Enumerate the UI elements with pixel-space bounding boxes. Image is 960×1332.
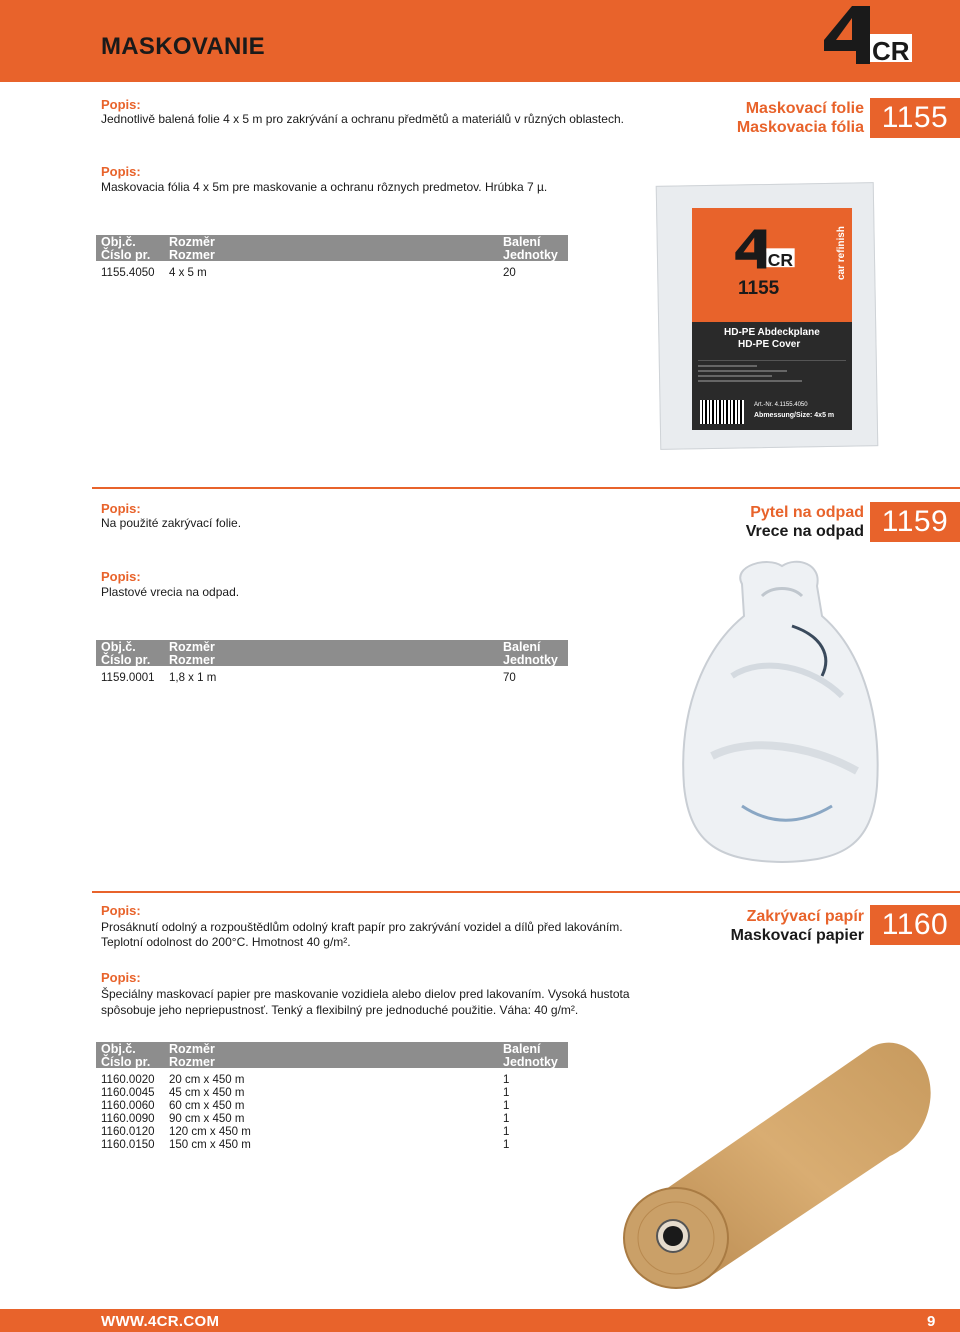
th-size-sk: Rozmer [169, 1055, 215, 1069]
cell-code: 1160.0060 [101, 1100, 155, 1112]
th-size-cz: Rozměr [169, 235, 215, 249]
cell-pack: 1 [503, 1074, 510, 1086]
section-title [660, 99, 864, 137]
desc-sk: Plastové vrecia na odpad. [101, 585, 240, 599]
package-number: 1155 [738, 278, 780, 299]
product-image-paper-roll [618, 1030, 938, 1292]
table-row [101, 1113, 571, 1126]
desc-label-cz: Popis: [101, 97, 141, 112]
th-size-sk: Rozmer [169, 248, 215, 262]
th-code-cz: Obj.č. [101, 1042, 136, 1056]
th-pack-sk: Jednotky [503, 1055, 558, 1069]
cell-code: 1160.0045 [101, 1087, 155, 1099]
package-fine-print [698, 360, 846, 397]
table-row [101, 1126, 571, 1139]
cell-code: 1155.4050 [101, 267, 155, 279]
title-cz: Maskovací folie [745, 100, 864, 117]
title-cz: Zakrývací papír [746, 908, 864, 925]
package-logo [734, 228, 796, 270]
product-image-cover [656, 178, 874, 448]
cell-size: 60 cm x 450 m [169, 1100, 245, 1112]
th-pack-sk: Jednotky [503, 653, 558, 667]
package-art: Art.-Nr. 4.1155.4050 [754, 402, 808, 408]
th-pack-cz: Balení [503, 640, 541, 654]
th-size-cz: Rozměr [169, 1042, 215, 1056]
desc-label-sk: Popis: [101, 970, 141, 985]
cell-code: 1159.0001 [101, 672, 155, 684]
product-code-badge: 1159 [870, 502, 960, 542]
svg-text:CR: CR [767, 249, 794, 270]
cell-pack: 1 [503, 1100, 510, 1112]
desc-sk: Maskovacia fólia 4 x 5m pre maskovanie a ochranu rôznych predmetov. Hrúbka 7 µ. [101, 180, 548, 194]
package-line1: HD-PE Abdeckplane [724, 327, 820, 338]
section-divider [92, 891, 960, 893]
cell-size: 120 cm x 450 m [169, 1126, 251, 1138]
footer-url[interactable]: WWW.4CR.COM [101, 1313, 220, 1330]
cell-pack: 1 [503, 1139, 510, 1151]
cell-pack: 1 [503, 1113, 510, 1125]
package-side-text: car refinish [836, 226, 847, 280]
table-row [101, 1139, 571, 1152]
table-row [101, 1087, 571, 1100]
table-row [101, 1074, 571, 1087]
cell-pack: 20 [503, 267, 516, 279]
section-divider [92, 487, 960, 489]
package-line2: HD-PE Cover [738, 339, 801, 350]
cell-code: 1160.0120 [101, 1126, 155, 1138]
th-size-sk: Rozmer [169, 653, 215, 667]
table-body [101, 1074, 571, 1152]
page-number: 9 [927, 1313, 936, 1330]
table-header [96, 235, 568, 261]
th-pack-sk: Jednotky [503, 248, 558, 262]
table-row [101, 1100, 571, 1113]
product-image-waste-bag [672, 556, 894, 868]
table-header [96, 640, 568, 666]
section-title [660, 503, 864, 541]
cell-size: 90 cm x 450 m [169, 1113, 245, 1125]
cell-code: 1160.0150 [101, 1139, 155, 1151]
th-code-cz: Obj.č. [101, 235, 136, 249]
section-title [660, 907, 864, 945]
cell-size: 45 cm x 450 m [169, 1087, 245, 1099]
title-cz: Pytel na odpad [750, 504, 864, 521]
th-size-cz: Rozměr [169, 640, 215, 654]
table-row [101, 267, 571, 280]
cell-pack: 1 [503, 1087, 510, 1099]
th-code-sk: Číslo pr. [101, 248, 151, 262]
cell-size: 150 cm x 450 m [169, 1139, 251, 1151]
table-row [101, 672, 571, 685]
package-size: Abmessung/Size: 4x5 m [754, 412, 835, 419]
barcode [700, 400, 744, 424]
desc-cz-2: Teplotní odolnost do 200°C. Hmotnost 40 g/m². [101, 935, 351, 949]
cell-size: 1,8 x 1 m [169, 672, 217, 684]
cell-pack: 70 [503, 672, 516, 684]
title-sk: Vrece na odpad [745, 523, 864, 540]
th-code-sk: Číslo pr. [101, 1055, 151, 1069]
th-code-sk: Číslo pr. [101, 653, 151, 667]
desc-sk-2: spôsobuje jeho nepriepustnosť. Tenký a flexibilný pre jednoduché použitie. Váha: 40 g/m². [101, 1003, 579, 1017]
cell-code: 1160.0090 [101, 1113, 155, 1125]
package-dark-panel [692, 322, 852, 430]
desc-label-cz: Popis: [101, 501, 141, 516]
svg-text:CR: CR [872, 36, 910, 66]
desc-cz: Na použité zakrývací folie. [101, 516, 242, 530]
cell-pack: 1 [503, 1126, 510, 1138]
page-title: MASKOVANIE [101, 33, 265, 60]
product-code-badge: 1155 [870, 98, 960, 138]
desc-cz: Jednotlivě balená folie 4 x 5 m pro zakrývání a ochranu předmětů a materiálů v různých oblastech. [101, 112, 624, 126]
desc-label-sk: Popis: [101, 164, 141, 179]
cell-code: 1160.0020 [101, 1074, 155, 1086]
table-header [96, 1042, 568, 1068]
cell-size: 4 x 5 m [169, 267, 207, 279]
title-sk: Maskovací papier [730, 927, 864, 944]
desc-sk-1: Špeciálny maskovací papier pre maskovanie vozidiela alebo dielov pred lakovaním. Vysoká hustota [101, 987, 630, 1001]
th-pack-cz: Balení [503, 235, 541, 249]
desc-label-cz: Popis: [101, 903, 141, 918]
th-code-cz: Obj.č. [101, 640, 136, 654]
product-code-badge: 1160 [870, 905, 960, 945]
title-sk: Maskovacia fólia [736, 119, 864, 136]
th-pack-cz: Balení [503, 1042, 541, 1056]
brand-logo [822, 4, 914, 66]
desc-label-sk: Popis: [101, 569, 141, 584]
cell-size: 20 cm x 450 m [169, 1074, 245, 1086]
desc-cz-1: Prosáknutí odolný a rozpouštědlům odolný kraft papír pro zakrývání vozidel a dílů před lakováním. [101, 920, 623, 934]
package-label [692, 208, 852, 430]
